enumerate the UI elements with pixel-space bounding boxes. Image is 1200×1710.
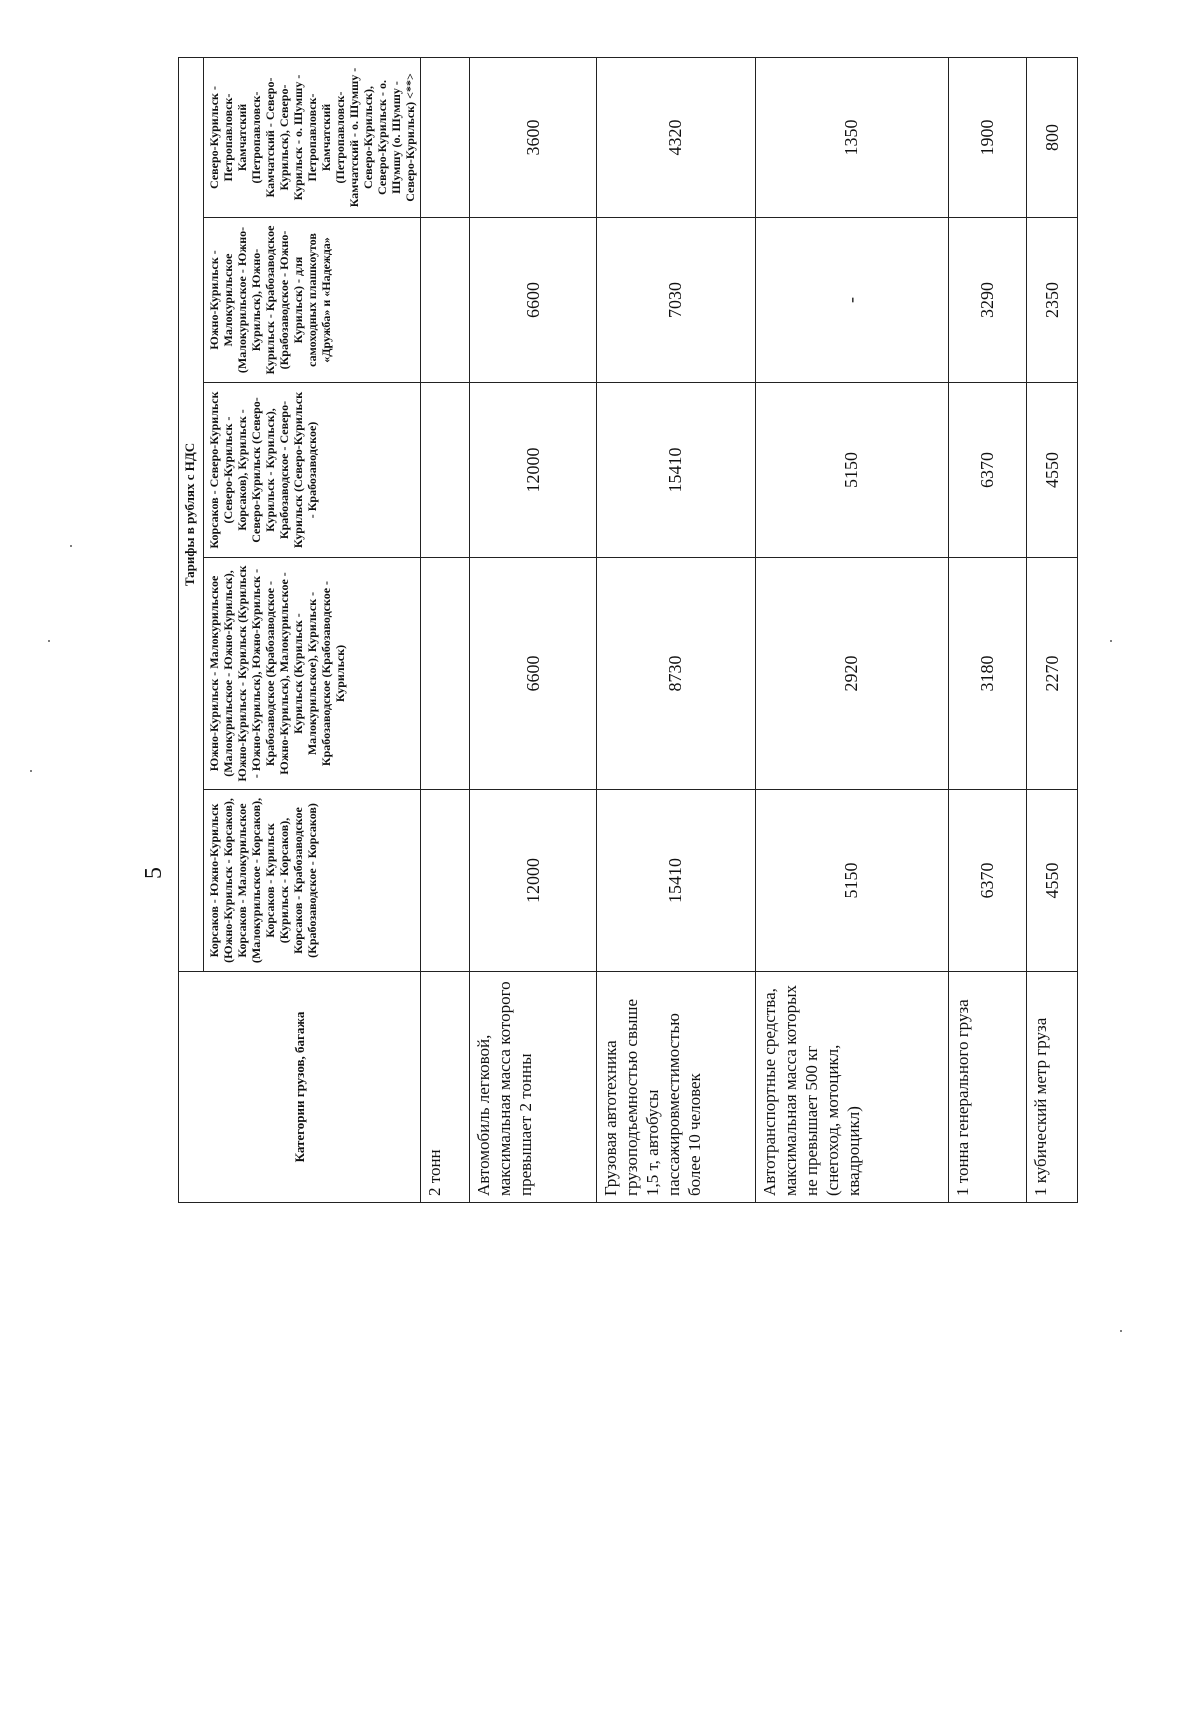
scan-speck (1120, 1330, 1122, 1332)
row-category: 1 тонна генерального груза (949, 972, 1027, 1203)
header-route-4: Южно-Курильск - Малокурильское (Малокурильское - Южно-Курильск), Южно-Курильск - Крабозаводское (Крабозаводское - Южно-Курильск) - для самоходных плашкоутов «Дружба» и «Надежда» (204, 218, 421, 383)
table-row (597, 57, 756, 1202)
row-value: 4550 (1027, 383, 1078, 558)
row-value: 3180 (949, 558, 1027, 790)
row-value: 5150 (755, 383, 948, 558)
scan-speck (30, 770, 32, 772)
rotated-table-area (178, 58, 1078, 1203)
table-row (1027, 57, 1078, 1202)
header-route-1: Корсаков - Южно-Курильск (Южно-Курильск - Корсаков), Корсаков - Малокурильское (Малокурильское - Корсаков), Корсаков - Курильск (Курильск - Корсаков), Корсаков - Крабозаводское (Крабозаводское - Корсаков) (204, 790, 421, 972)
tariff-table (178, 57, 1078, 1203)
row-value: 6600 (470, 558, 597, 790)
row-value: 5150 (755, 790, 948, 972)
header-route-5: Северо-Курильск - Петропавловск-Камчатский (Петропавловск-Камчатский - Северо-Курильск), Северо-Курильск - о. Шумшу - Петропавловск-Камчатский (Петропавловск-Камчатский - о. Шумшу - Северо-Курильск), Северо-Курильск - о. Шумшу (о. Шумшу - Северо-Курильск) <**> (204, 57, 421, 217)
row-value (421, 790, 470, 972)
row-value (421, 383, 470, 558)
row-value: 3600 (470, 57, 597, 217)
row-value: 8730 (597, 558, 756, 790)
row-value (421, 558, 470, 790)
row-value: 15410 (597, 383, 756, 558)
row-value: 3290 (949, 218, 1027, 383)
row-category: Автомобиль легковой, максимальная масса которого превышает 2 тонны (470, 972, 597, 1203)
header-tariff-group: Тарифы в рублях с НДС (179, 57, 204, 971)
row-value: 1900 (949, 57, 1027, 217)
row-value: 4550 (1027, 790, 1078, 972)
row-value: 2270 (1027, 558, 1078, 790)
row-value: 2350 (1027, 218, 1078, 383)
row-value (421, 218, 470, 383)
row-value: 15410 (597, 790, 756, 972)
row-value: 2920 (755, 558, 948, 790)
scan-speck (1110, 640, 1112, 642)
row-value: 1350 (755, 57, 948, 217)
table-row (949, 57, 1027, 1202)
row-category: Автотранспортные средства, максимальная масса которых не превышает 500 кг (снегоход, мотоцикл, квадроцикл) (755, 972, 948, 1203)
row-value: 6600 (470, 218, 597, 383)
table-row (755, 57, 948, 1202)
row-value: 6370 (949, 383, 1027, 558)
row-value: 6370 (949, 790, 1027, 972)
row-value: - (755, 218, 948, 383)
scan-speck (70, 545, 72, 547)
row-value: 800 (1027, 57, 1078, 217)
table-row (421, 57, 470, 1202)
row-value: 7030 (597, 218, 756, 383)
header-route-2: Южно-Курильск - Малокурильское (Малокурильское - Южно-Курильск), Южно-Курильск - Курильск (Курильск - Южно-Курильск), Южно-Курильск - Крабозаводское (Крабозаводское - Южно-Курильск), Малокурильское - Курильск (Курильск - Малокурильское), Курильск - Крабозаводское (Крабозаводское - Курильск) (204, 558, 421, 790)
scan-speck (48, 640, 50, 642)
page-number: 5 (141, 867, 167, 879)
row-value: 4320 (597, 57, 756, 217)
header-category: Категории грузов, багажа (179, 972, 421, 1203)
row-value (421, 57, 470, 217)
row-value: 12000 (470, 790, 597, 972)
table-wrapper (178, 58, 1078, 1203)
row-category: Грузовая автотехника грузоподъемностью свыше 1,5 т, автобусы пассажировместимостью более 10 человек (597, 972, 756, 1203)
table-row (470, 57, 597, 1202)
row-category: 2 тонн (421, 972, 470, 1203)
row-category: 1 кубический метр груза (1027, 972, 1078, 1203)
header-route-3: Корсаков - Северо-Курильск (Северо-Курильск - Корсаков), Курильск - Северо-Курильск (Северо-Курильск - Курильск), Крабозаводское - Северо-Курильск (Северо-Курильск - Крабозаводское) (204, 383, 421, 558)
row-value: 12000 (470, 383, 597, 558)
